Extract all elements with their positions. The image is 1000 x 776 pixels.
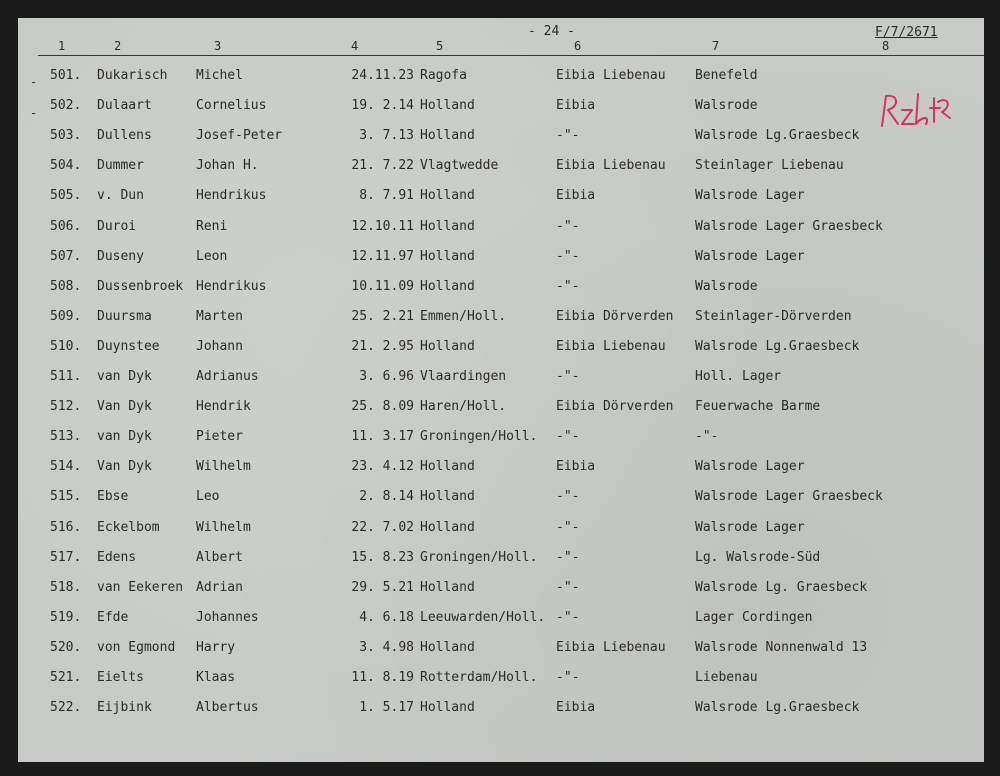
- entry-number-cell: 515.: [50, 489, 82, 505]
- location-cell: Lg. Walsrode-Süd: [695, 549, 821, 565]
- entry-number-cell: 514.: [50, 459, 82, 475]
- employer-cell: -"-: [556, 248, 580, 264]
- surname-cell: Edens: [97, 549, 137, 565]
- employer-cell: Eibia Liebenau: [556, 639, 666, 655]
- table-row: [18, 249, 984, 269]
- surname-cell: van Dyk: [97, 429, 152, 445]
- given-name-cell: Johannes: [196, 609, 259, 625]
- birthplace-cell: Vlaardingen: [420, 369, 507, 384]
- header-rule: [38, 55, 984, 56]
- surname-cell: Efde: [97, 609, 129, 625]
- birthplace-cell: Emmen/Holl.: [420, 308, 507, 324]
- birth-date-cell: 15. 8.23: [351, 549, 414, 565]
- location-cell: Walsrode Lg.Graesbeck: [695, 700, 860, 716]
- birth-date-cell: 11. 3.17: [351, 429, 414, 445]
- employer-cell: -"-: [556, 549, 580, 565]
- page-number: - 24 -: [528, 24, 575, 39]
- given-name-cell: Wilhelm: [196, 519, 251, 535]
- birth-date-cell: 21. 2.95: [351, 338, 414, 354]
- entry-number-cell: 516.: [50, 519, 82, 535]
- table-row: [18, 670, 984, 690]
- given-name-cell: Hendrikus: [196, 278, 267, 294]
- column-number: 1: [58, 39, 66, 53]
- birth-date-cell: 4. 6.18: [359, 609, 414, 625]
- birthplace-cell: Holland: [420, 338, 475, 354]
- table-row: [18, 610, 984, 630]
- birthplace-cell: Holland: [420, 459, 475, 475]
- given-name-cell: Hendrikus: [196, 188, 267, 204]
- birthplace-cell: Haren/Holl.: [420, 399, 507, 415]
- given-name-cell: Marten: [196, 308, 243, 324]
- table-row: [18, 459, 984, 479]
- entry-number-cell: 519.: [50, 609, 82, 625]
- location-cell: Benefeld: [695, 68, 758, 83]
- birthplace-cell: Holland: [420, 489, 475, 505]
- employer-cell: Eibia Liebenau: [556, 68, 666, 83]
- location-cell: Steinlager Liebenau: [695, 158, 844, 174]
- given-name-cell: Josef-Peter: [196, 128, 283, 144]
- birthplace-cell: Vlagtwedde: [420, 158, 499, 174]
- table-row: [18, 429, 984, 449]
- location-cell: Walsrode Lg.Graesbeck: [695, 128, 860, 144]
- location-cell: -"-: [695, 429, 719, 445]
- entry-number-cell: 513.: [50, 429, 82, 445]
- surname-cell: Duynstee: [97, 338, 160, 354]
- location-cell: Holl. Lager: [695, 369, 782, 384]
- entry-number-cell: 509.: [50, 308, 82, 324]
- surname-cell: Eijbink: [97, 700, 152, 716]
- table-row: [18, 158, 984, 178]
- entry-number-cell: 502.: [50, 98, 82, 114]
- location-cell: Walsrode: [695, 98, 758, 114]
- table-row: [18, 700, 984, 720]
- surname-cell: Van Dyk: [97, 399, 152, 415]
- table-row: [18, 188, 984, 208]
- location-cell: Walsrode Nonnenwald 13: [695, 639, 868, 655]
- employer-cell: -"-: [556, 579, 580, 595]
- given-name-cell: Klaas: [196, 670, 236, 685]
- employer-cell: Eibia Liebenau: [556, 338, 666, 354]
- location-cell: Walsrode Lager Graesbeck: [695, 218, 883, 234]
- employer-cell: Eibia: [556, 188, 596, 204]
- table-row: [18, 489, 984, 509]
- employer-cell: Eibia: [556, 98, 596, 114]
- employer-cell: Eibia: [556, 700, 596, 716]
- birth-date-cell: 29. 5.21: [351, 579, 414, 595]
- column-number: 8: [882, 39, 890, 53]
- employer-cell: Eibia: [556, 459, 596, 475]
- entry-number-cell: 508.: [50, 278, 82, 294]
- entry-number-cell: 518.: [50, 579, 82, 595]
- entry-number-cell: 503.: [50, 128, 82, 144]
- given-name-cell: Adrianus: [196, 369, 259, 384]
- birth-date-cell: 2. 8.14: [359, 489, 414, 505]
- employer-cell: Eibia Liebenau: [556, 158, 666, 174]
- document-page: [18, 18, 984, 762]
- surname-cell: Eielts: [97, 670, 144, 685]
- given-name-cell: Albert: [196, 549, 243, 565]
- surname-cell: Dummer: [97, 158, 144, 174]
- surname-cell: van Eekeren: [97, 579, 184, 595]
- entry-number-cell: 520.: [50, 639, 82, 655]
- surname-cell: Duseny: [97, 248, 144, 264]
- entry-number-cell: 521.: [50, 670, 82, 685]
- surname-cell: Ebse: [97, 489, 129, 505]
- birthplace-cell: Leeuwarden/Holl.: [420, 609, 546, 625]
- given-name-cell: Leo: [196, 489, 220, 505]
- location-cell: Walsrode Lager Graesbeck: [695, 489, 883, 505]
- column-number: 4: [351, 39, 359, 53]
- birthplace-cell: Holland: [420, 700, 475, 716]
- entry-number-cell: 510.: [50, 338, 82, 354]
- birthplace-cell: Holland: [420, 188, 475, 204]
- employer-cell: -"-: [556, 369, 580, 384]
- birthplace-cell: Holland: [420, 519, 475, 535]
- birthplace-cell: Groningen/Holl.: [420, 549, 538, 565]
- birthplace-cell: Holland: [420, 278, 475, 294]
- location-cell: Lager Cordingen: [695, 609, 813, 625]
- birth-date-cell: 3. 6.96: [359, 369, 414, 384]
- birth-date-cell: 12.11.97: [351, 248, 414, 264]
- given-name-cell: Albertus: [196, 700, 259, 716]
- given-name-cell: Leon: [196, 248, 228, 264]
- location-cell: Liebenau: [695, 670, 758, 685]
- given-name-cell: Johann: [196, 338, 243, 354]
- given-name-cell: Michel: [196, 68, 243, 83]
- location-cell: Walsrode Lg. Graesbeck: [695, 579, 868, 595]
- given-name-cell: Harry: [196, 639, 236, 655]
- table-row: [18, 309, 984, 329]
- given-name-cell: Reni: [196, 218, 228, 234]
- entry-number-cell: 505.: [50, 188, 82, 204]
- location-cell: Walsrode Lager: [695, 188, 805, 204]
- table-row: [18, 219, 984, 239]
- surname-cell: Duroi: [97, 218, 137, 234]
- margin-tick: -: [30, 106, 38, 120]
- birth-date-cell: 3. 7.13: [359, 128, 414, 144]
- entry-number-cell: 512.: [50, 399, 82, 415]
- given-name-cell: Hendrik: [196, 399, 251, 415]
- given-name-cell: Cornelius: [196, 98, 267, 114]
- table-row: [18, 339, 984, 359]
- entry-number-cell: 517.: [50, 549, 82, 565]
- surname-cell: Eckelbom: [97, 519, 160, 535]
- birth-date-cell: 22. 7.02: [351, 519, 414, 535]
- entry-number-cell: 501.: [50, 68, 82, 83]
- birthplace-cell: Holland: [420, 98, 475, 114]
- given-name-cell: Adrian: [196, 579, 243, 595]
- surname-cell: Dulaart: [97, 98, 152, 114]
- birth-date-cell: 19. 2.14: [351, 98, 414, 114]
- given-name-cell: Johan H.: [196, 158, 259, 174]
- surname-cell: v. Dun: [97, 188, 144, 204]
- table-row: [18, 520, 984, 540]
- birthplace-cell: Rotterdam/Holl.: [420, 670, 538, 685]
- employer-cell: -"-: [556, 278, 580, 294]
- surname-cell: Duursma: [97, 308, 152, 324]
- entry-number-cell: 522.: [50, 700, 82, 716]
- entry-number-cell: 511.: [50, 369, 82, 384]
- birth-date-cell: 12.10.11: [351, 218, 414, 234]
- location-cell: Steinlager-Dörverden: [695, 308, 852, 324]
- table-row: [18, 399, 984, 419]
- birth-date-cell: 11. 8.19: [351, 670, 414, 685]
- birthplace-cell: Groningen/Holl.: [420, 429, 538, 445]
- column-number: 3: [214, 39, 222, 53]
- employer-cell: Eibia Dörverden: [556, 308, 674, 324]
- employer-cell: -"-: [556, 429, 580, 445]
- surname-cell: Dussenbroek: [97, 278, 184, 294]
- birthplace-cell: Holland: [420, 128, 475, 144]
- entry-number-cell: 504.: [50, 158, 82, 174]
- location-cell: Walsrode Lg.Graesbeck: [695, 338, 860, 354]
- birth-date-cell: 21. 7.22: [351, 158, 414, 174]
- reference-number: F/7/2671: [875, 25, 938, 40]
- location-cell: Walsrode Lager: [695, 459, 805, 475]
- table-row: [18, 279, 984, 299]
- birth-date-cell: 23. 4.12: [351, 459, 414, 475]
- given-name-cell: Wilhelm: [196, 459, 251, 475]
- birthplace-cell: Ragofa: [420, 68, 467, 83]
- location-cell: Feuerwache Barme: [695, 399, 821, 415]
- entry-number-cell: 507.: [50, 248, 82, 264]
- column-number: 2: [114, 39, 122, 53]
- location-cell: Walsrode Lager: [695, 248, 805, 264]
- entry-number-cell: 506.: [50, 218, 82, 234]
- column-number: 7: [712, 39, 720, 53]
- surname-cell: Dukarisch: [97, 68, 168, 83]
- employer-cell: -"-: [556, 519, 580, 535]
- table-row: [18, 128, 984, 148]
- employer-cell: Eibia Dörverden: [556, 399, 674, 415]
- birth-date-cell: 8. 7.91: [359, 188, 414, 204]
- table-row: [18, 550, 984, 570]
- location-cell: Walsrode: [695, 278, 758, 294]
- employer-cell: -"-: [556, 609, 580, 625]
- given-name-cell: Pieter: [196, 429, 243, 445]
- table-row: [18, 98, 984, 118]
- birth-date-cell: 24.11.23: [351, 68, 414, 83]
- column-number: 6: [574, 39, 582, 53]
- location-cell: Walsrode Lager: [695, 519, 805, 535]
- birthplace-cell: Holland: [420, 218, 475, 234]
- employer-cell: -"-: [556, 670, 580, 685]
- surname-cell: von Egmond: [97, 639, 176, 655]
- birthplace-cell: Holland: [420, 248, 475, 264]
- birthplace-cell: Holland: [420, 579, 475, 595]
- margin-tick: -: [30, 75, 38, 89]
- birth-date-cell: 10.11.09: [351, 278, 414, 294]
- birth-date-cell: 25. 2.21: [351, 308, 414, 324]
- employer-cell: -"-: [556, 489, 580, 505]
- birth-date-cell: 3. 4.98: [359, 639, 414, 655]
- surname-cell: van Dyk: [97, 369, 152, 384]
- surname-cell: Van Dyk: [97, 459, 152, 475]
- surname-cell: Dullens: [97, 128, 152, 144]
- table-row: [18, 68, 984, 88]
- birth-date-cell: 25. 8.09: [351, 399, 414, 415]
- table-row: [18, 369, 984, 389]
- employer-cell: -"-: [556, 218, 580, 234]
- birth-date-cell: 1. 5.17: [359, 700, 414, 716]
- table-row: [18, 580, 984, 600]
- birthplace-cell: Holland: [420, 639, 475, 655]
- column-number: 5: [436, 39, 444, 53]
- table-row: [18, 640, 984, 660]
- employer-cell: -"-: [556, 128, 580, 144]
